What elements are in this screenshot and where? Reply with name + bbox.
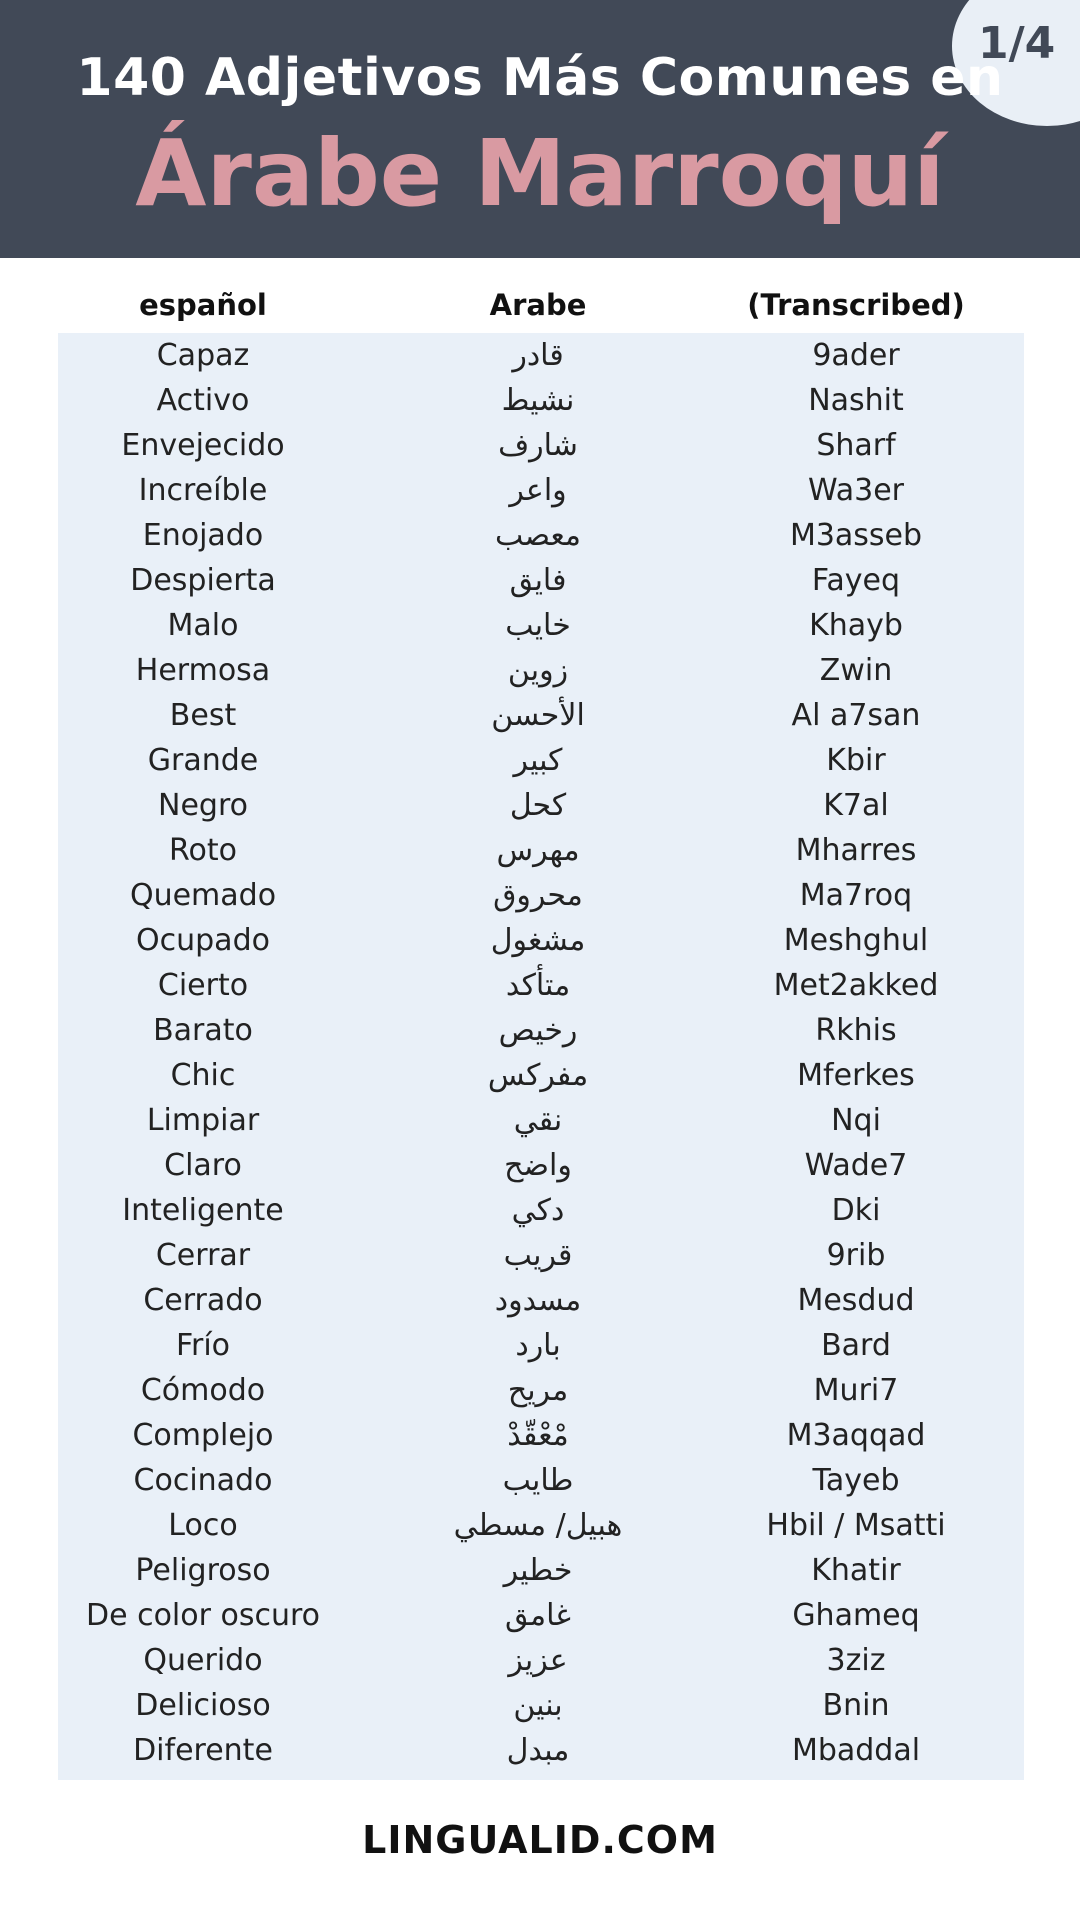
table-row bbox=[58, 1188, 1024, 1233]
column-header-arabic: Arabe bbox=[489, 288, 587, 322]
table-row bbox=[58, 1053, 1024, 1098]
vocabulary-table bbox=[58, 333, 1024, 1780]
cell-arabic: قريب bbox=[503, 1238, 573, 1273]
cell-transcribed: Tayeb bbox=[812, 1463, 900, 1498]
cell-arabic: واضح bbox=[504, 1148, 572, 1183]
table-row bbox=[58, 1458, 1024, 1503]
cell-transcribed: K7al bbox=[823, 788, 889, 823]
cell-arabic: مريح bbox=[507, 1373, 569, 1408]
cell-transcribed: Sharf bbox=[816, 428, 896, 463]
table-row bbox=[58, 828, 1024, 873]
table-row bbox=[58, 333, 1024, 378]
cell-arabic: خايب bbox=[505, 608, 571, 643]
cell-arabic: قادر bbox=[512, 338, 564, 373]
cell-transcribed: Dki bbox=[831, 1193, 881, 1228]
cell-transcribed: Nqi bbox=[831, 1103, 881, 1138]
table-row bbox=[58, 1008, 1024, 1053]
cell-transcribed: Bnin bbox=[822, 1688, 890, 1723]
cell-spanish: Negro bbox=[158, 788, 248, 823]
table-row bbox=[58, 1368, 1024, 1413]
cell-arabic: طايب bbox=[502, 1463, 574, 1498]
cell-arabic: كحل bbox=[509, 788, 567, 823]
cell-spanish: Claro bbox=[164, 1148, 242, 1183]
cell-arabic: هبيل/ مسطي bbox=[453, 1508, 623, 1543]
table-row bbox=[58, 738, 1024, 783]
table-row bbox=[58, 378, 1024, 423]
cell-spanish: Inteligente bbox=[122, 1193, 284, 1228]
cell-transcribed: Zwin bbox=[819, 653, 893, 688]
page-indicator: 1/4 bbox=[978, 18, 1056, 69]
cell-arabic: عزيز bbox=[508, 1643, 568, 1678]
cell-transcribed: Bard bbox=[821, 1328, 891, 1363]
table-row bbox=[58, 513, 1024, 558]
table-row bbox=[58, 1278, 1024, 1323]
cell-transcribed: Al a7san bbox=[791, 698, 921, 733]
cell-transcribed: Fayeq bbox=[811, 563, 901, 598]
cell-arabic: مسدود bbox=[494, 1283, 582, 1318]
cell-spanish: Frío bbox=[175, 1328, 231, 1363]
cell-transcribed: Met2akked bbox=[773, 968, 939, 1003]
cell-arabic: مهرس bbox=[496, 833, 580, 868]
table-row bbox=[58, 1323, 1024, 1368]
cell-arabic: متأكد bbox=[505, 968, 571, 1003]
cell-spanish: Cómodo bbox=[140, 1373, 266, 1408]
cell-spanish: De color oscuro bbox=[85, 1598, 321, 1633]
table-row bbox=[58, 693, 1024, 738]
cell-arabic: دكي bbox=[511, 1193, 565, 1228]
cell-arabic: زوين bbox=[507, 653, 569, 688]
cell-arabic: الأحسن bbox=[491, 698, 585, 733]
cell-transcribed: Mferkes bbox=[797, 1058, 915, 1093]
cell-arabic: غامق bbox=[505, 1598, 571, 1633]
cell-arabic: نقي bbox=[513, 1103, 563, 1138]
cell-spanish: Capaz bbox=[156, 338, 250, 373]
table-row bbox=[58, 1098, 1024, 1143]
cell-arabic: رخيص bbox=[498, 1013, 578, 1048]
cell-transcribed: 9rib bbox=[826, 1238, 886, 1273]
table-row bbox=[58, 1143, 1024, 1188]
table-row bbox=[58, 873, 1024, 918]
cell-transcribed: Meshghul bbox=[783, 923, 929, 958]
cell-spanish: Peligroso bbox=[135, 1553, 271, 1588]
cell-spanish: Ocupado bbox=[136, 923, 270, 958]
cell-arabic: نشيط bbox=[501, 383, 575, 418]
cell-spanish: Cerrar bbox=[155, 1238, 251, 1273]
cell-arabic: مْعْقّدْ bbox=[507, 1418, 569, 1453]
table-row bbox=[58, 963, 1024, 1008]
cell-arabic: خطير bbox=[503, 1553, 573, 1588]
cell-spanish: Loco bbox=[168, 1508, 238, 1543]
column-header-transcribed: (Transcribed) bbox=[747, 288, 965, 322]
cell-transcribed: Nashit bbox=[808, 383, 904, 418]
cell-transcribed: Ghameq bbox=[792, 1598, 920, 1633]
cell-spanish: Delicioso bbox=[135, 1688, 271, 1723]
table-row bbox=[58, 648, 1024, 693]
cell-transcribed: Mesdud bbox=[797, 1283, 915, 1318]
table-row bbox=[58, 783, 1024, 828]
header-banner bbox=[0, 0, 1080, 258]
cell-spanish: Querido bbox=[143, 1643, 263, 1678]
cell-transcribed: 3ziz bbox=[826, 1643, 886, 1678]
cell-transcribed: Hbil / Msatti bbox=[766, 1508, 946, 1543]
cell-transcribed: Khayb bbox=[809, 608, 903, 643]
cell-arabic: مفركس bbox=[487, 1058, 589, 1093]
cell-arabic: فايق bbox=[509, 563, 567, 598]
table-row bbox=[58, 1683, 1024, 1728]
cell-arabic: واعر bbox=[509, 473, 567, 508]
cell-transcribed: M3asseb bbox=[789, 518, 923, 553]
cell-transcribed: Wa3er bbox=[807, 473, 904, 508]
cell-arabic: كبير bbox=[513, 743, 563, 778]
table-row bbox=[58, 1593, 1024, 1638]
cell-spanish: Cierto bbox=[157, 968, 249, 1003]
title-line-2: Árabe Marroquí bbox=[135, 120, 945, 227]
table-row bbox=[58, 1728, 1024, 1773]
cell-arabic: شارف bbox=[498, 428, 578, 463]
cell-transcribed: Khatir bbox=[811, 1553, 901, 1588]
cell-spanish: Envejecido bbox=[121, 428, 285, 463]
cell-transcribed: Ma7roq bbox=[799, 878, 913, 913]
cell-spanish: Chic bbox=[170, 1058, 236, 1093]
cell-spanish: Malo bbox=[167, 608, 239, 643]
table-row bbox=[58, 1413, 1024, 1458]
cell-arabic: محروق bbox=[493, 878, 583, 913]
cell-arabic: مشغول bbox=[490, 923, 586, 958]
table-row bbox=[58, 558, 1024, 603]
cell-spanish: Roto bbox=[169, 833, 237, 868]
cell-transcribed: M3aqqad bbox=[786, 1418, 926, 1453]
cell-spanish: Activo bbox=[156, 383, 250, 418]
cell-transcribed: Mbaddal bbox=[791, 1733, 921, 1768]
cell-arabic: مبدل bbox=[506, 1733, 570, 1768]
cell-spanish: Cocinado bbox=[133, 1463, 273, 1498]
table-row bbox=[58, 423, 1024, 468]
cell-transcribed: Rkhis bbox=[815, 1013, 897, 1048]
table-header bbox=[58, 288, 1024, 328]
cell-transcribed: Muri7 bbox=[813, 1373, 899, 1408]
cell-spanish: Enojado bbox=[142, 518, 264, 553]
table-row bbox=[58, 468, 1024, 513]
cell-arabic: بنين bbox=[513, 1688, 563, 1723]
cell-transcribed: 9ader bbox=[812, 338, 900, 373]
table-row bbox=[58, 1233, 1024, 1278]
cell-spanish: Cerrado bbox=[143, 1283, 263, 1318]
cell-transcribed: Kbir bbox=[826, 743, 886, 778]
cell-spanish: Best bbox=[169, 698, 237, 733]
table-row bbox=[58, 1548, 1024, 1593]
title-line-1: 140 Adjetivos Más Comunes en bbox=[76, 48, 1004, 108]
cell-spanish: Barato bbox=[153, 1013, 253, 1048]
cell-spanish: Limpiar bbox=[146, 1103, 260, 1138]
cell-transcribed: Wade7 bbox=[804, 1148, 908, 1183]
cell-arabic: معصب bbox=[494, 518, 581, 553]
table-row bbox=[58, 603, 1024, 648]
cell-transcribed: Mharres bbox=[795, 833, 917, 868]
cell-spanish: Despierta bbox=[130, 563, 276, 598]
cell-arabic: بارد bbox=[515, 1328, 561, 1363]
cell-spanish: Diferente bbox=[133, 1733, 273, 1768]
footer-site: LINGUALID.COM bbox=[362, 1818, 718, 1862]
cell-spanish: Increíble bbox=[138, 473, 268, 508]
column-header-spanish: español bbox=[139, 288, 267, 322]
cell-spanish: Complejo bbox=[132, 1418, 274, 1453]
table-row bbox=[58, 918, 1024, 963]
cell-spanish: Grande bbox=[147, 743, 259, 778]
cell-spanish: Hermosa bbox=[135, 653, 271, 688]
table-row bbox=[58, 1638, 1024, 1683]
table-row bbox=[58, 1503, 1024, 1548]
cell-spanish: Quemado bbox=[129, 878, 277, 913]
